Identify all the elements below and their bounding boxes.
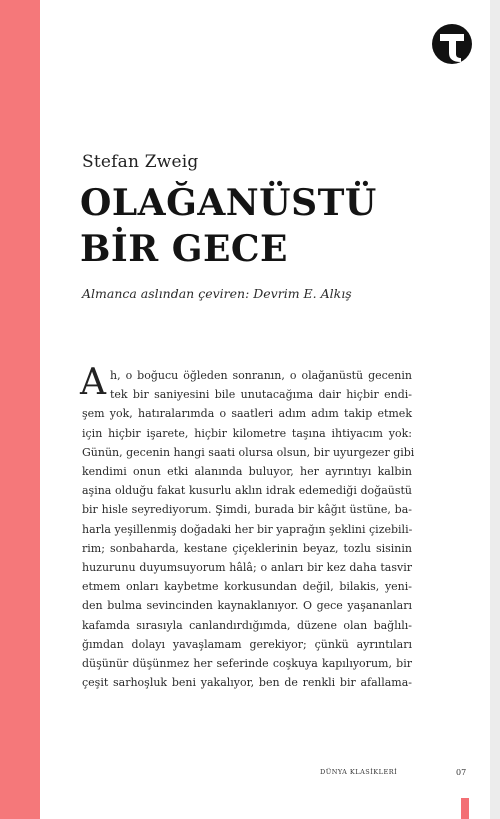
text-line: için hiçbir işarete, hiçbir kilometre taşına ihtiyacım yok:: [82, 426, 412, 440]
text-line: aşina olduğu fakat kusurlu aklın idrak edemediği doğaüstü: [82, 484, 412, 498]
text-line: düşünür düşünmez her seferinde coşkuya kapılıyorum, bir: [82, 657, 412, 671]
text-line: etmem onları kaybetme korkusundan değil, bilakis, yeni-: [82, 580, 412, 594]
text-line: huzurunu duyumsuyorum hâlâ; o anları bir kez daha tasvir: [82, 561, 412, 575]
body-paragraph: [80, 362, 415, 692]
text-line: rim; sonbaharda, kestane çiçeklerinin beyaz, tozlu sisinin: [82, 541, 412, 555]
text-line: harla yeşillenmiş doğadaki her bir yaprağın şeklini çizebili-: [82, 522, 413, 536]
author-name: Stefan Zweig: [82, 152, 199, 172]
text-line: şem yok, hatıralarımda o saatleri adım adım takip etmek: [82, 407, 412, 421]
text-line: çeşit sarhoşluk beni yakalıyor, ben de renkli bir afallama-: [82, 676, 412, 690]
page-edge: [490, 0, 500, 819]
book-title: [80, 180, 377, 272]
drop-cap: A: [80, 362, 106, 403]
text-line: Günün, gecenin hangi saati olursa olsun, bir uyurgezer gibi: [82, 445, 415, 459]
text-line: h, o boğucu öğleden sonranın, o olağanüstü gecenin: [110, 369, 412, 382]
publisher-logo-icon: [432, 24, 472, 64]
text-line: kafamda sırasıyla canlandırdığımda, düzene olan bağlılı-: [82, 618, 412, 632]
text-line: den bulma sevincinden kaynaklanıyor. O gece yaşananları: [82, 599, 412, 613]
left-color-band: [0, 0, 40, 819]
series-name: DÜNYA KLASİKLERİ: [320, 768, 398, 776]
text-line: tek bir saniyesini bile unutacağıma dair hiçbir endi-: [110, 388, 412, 402]
text-line: bir hisle seyrediyorum. Şimdi, burada bir kâğıt üstüne, ba-: [82, 503, 412, 517]
title-line: OLAĞANÜSTÜ: [80, 182, 377, 224]
page-tab-marker: [461, 798, 469, 819]
text-line: kendimi onun etki alanında buluyor, her ayrıntıyı kalbin: [82, 465, 412, 479]
page-number: 07: [456, 768, 467, 777]
text-line: ğımdan dolayı yavaşlamam gerekiyor; çünkü ayrıntıları: [82, 637, 412, 651]
translator-credit: Almanca aslından çeviren: Devrim E. Alkış: [82, 286, 352, 301]
title-line: BİR GECE: [80, 228, 288, 270]
